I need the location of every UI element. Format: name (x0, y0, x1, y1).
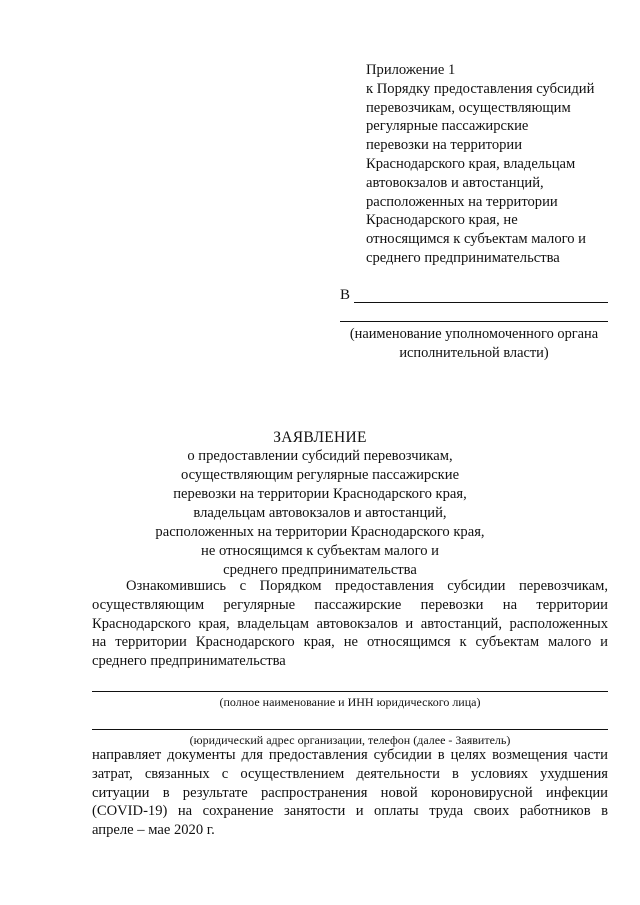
appendix-line: автовокзалов и автостанций, (366, 174, 544, 191)
recipient-second-blank-line (340, 321, 608, 322)
intro-paragraph (92, 577, 608, 671)
organization-name-caption: (полное наименование и ИНН юридического лица) (219, 695, 481, 709)
organization-address-caption: (юридический адрес организации, телефон (далее - Заявитель) (189, 733, 511, 747)
appendix-line: регулярные пассажирские (366, 118, 529, 135)
recipient-blank-line (354, 302, 608, 303)
title-line: владельцам автовокзалов и автостанций, (193, 505, 447, 521)
appendix-header (366, 61, 626, 268)
appendix-line: Краснодарского края, не (366, 212, 518, 229)
intro-line: осуществляющим регулярные пассажирские перевозки на территории (92, 596, 608, 613)
intro-line: на территории Краснодарского края, не относящимся к субъектам малого и (92, 634, 608, 651)
request-line: (COVID-19) на сохранение занятости и оплаты труда своих работников в (92, 803, 608, 820)
document-title (140, 428, 500, 580)
recipient-prefix: В (340, 287, 351, 303)
recipient-caption-line: исполнительной власти) (399, 345, 549, 361)
request-line: затрат, связанных с осуществлением деятельности в условиях ухудшения (92, 765, 608, 782)
document-heading: ЗАЯВЛЕНИЕ (273, 429, 367, 446)
request-paragraph (92, 746, 608, 840)
request-line: апреле – мае 2020 г. (92, 822, 215, 839)
intro-line: среднего предпринимательства (92, 653, 286, 670)
title-line: о предоставлении субсидий перевозчикам, (187, 448, 453, 464)
recipient-field[interactable] (340, 287, 608, 307)
title-line: осуществляющим регулярные пассажирские (180, 467, 460, 483)
appendix-line: Приложение 1 (366, 62, 456, 78)
recipient-caption (330, 325, 618, 363)
appendix-line: перевозчикам, осуществляющим (366, 99, 571, 116)
recipient-caption-line: (наименование уполномоченного органа (349, 326, 599, 342)
organization-name-field[interactable] (92, 691, 608, 692)
request-line: ситуации в результате распространения новой короновирусной инфекции (92, 784, 608, 801)
organization-address-field[interactable] (92, 729, 608, 730)
title-line: среднего предпринимательства (223, 562, 417, 578)
appendix-line: перевозки на территории (366, 137, 523, 154)
appendix-line: к Порядку предоставления субсидий (366, 80, 595, 97)
intro-line: Краснодарского края, владельцам автовокзалов и автостанций, расположенных (92, 615, 608, 632)
appendix-line: Краснодарского края, владельцам (366, 155, 576, 172)
title-line: перевозки на территории Краснодарского края, (173, 486, 467, 502)
appendix-line: расположенных на территории (366, 193, 558, 210)
intro-line: Ознакомившись с Порядком предоставления субсидии перевозчикам, (126, 578, 608, 594)
title-line: расположенных на территории Краснодарского края, (155, 524, 485, 540)
appendix-line: среднего предпринимательства (366, 249, 560, 266)
request-line: направляет документы для предоставления субсидии в целях возмещения части (92, 747, 608, 763)
appendix-line: относящимся к субъектам малого и (366, 231, 586, 248)
title-line: не относящимся к субъектам малого и (201, 543, 439, 559)
